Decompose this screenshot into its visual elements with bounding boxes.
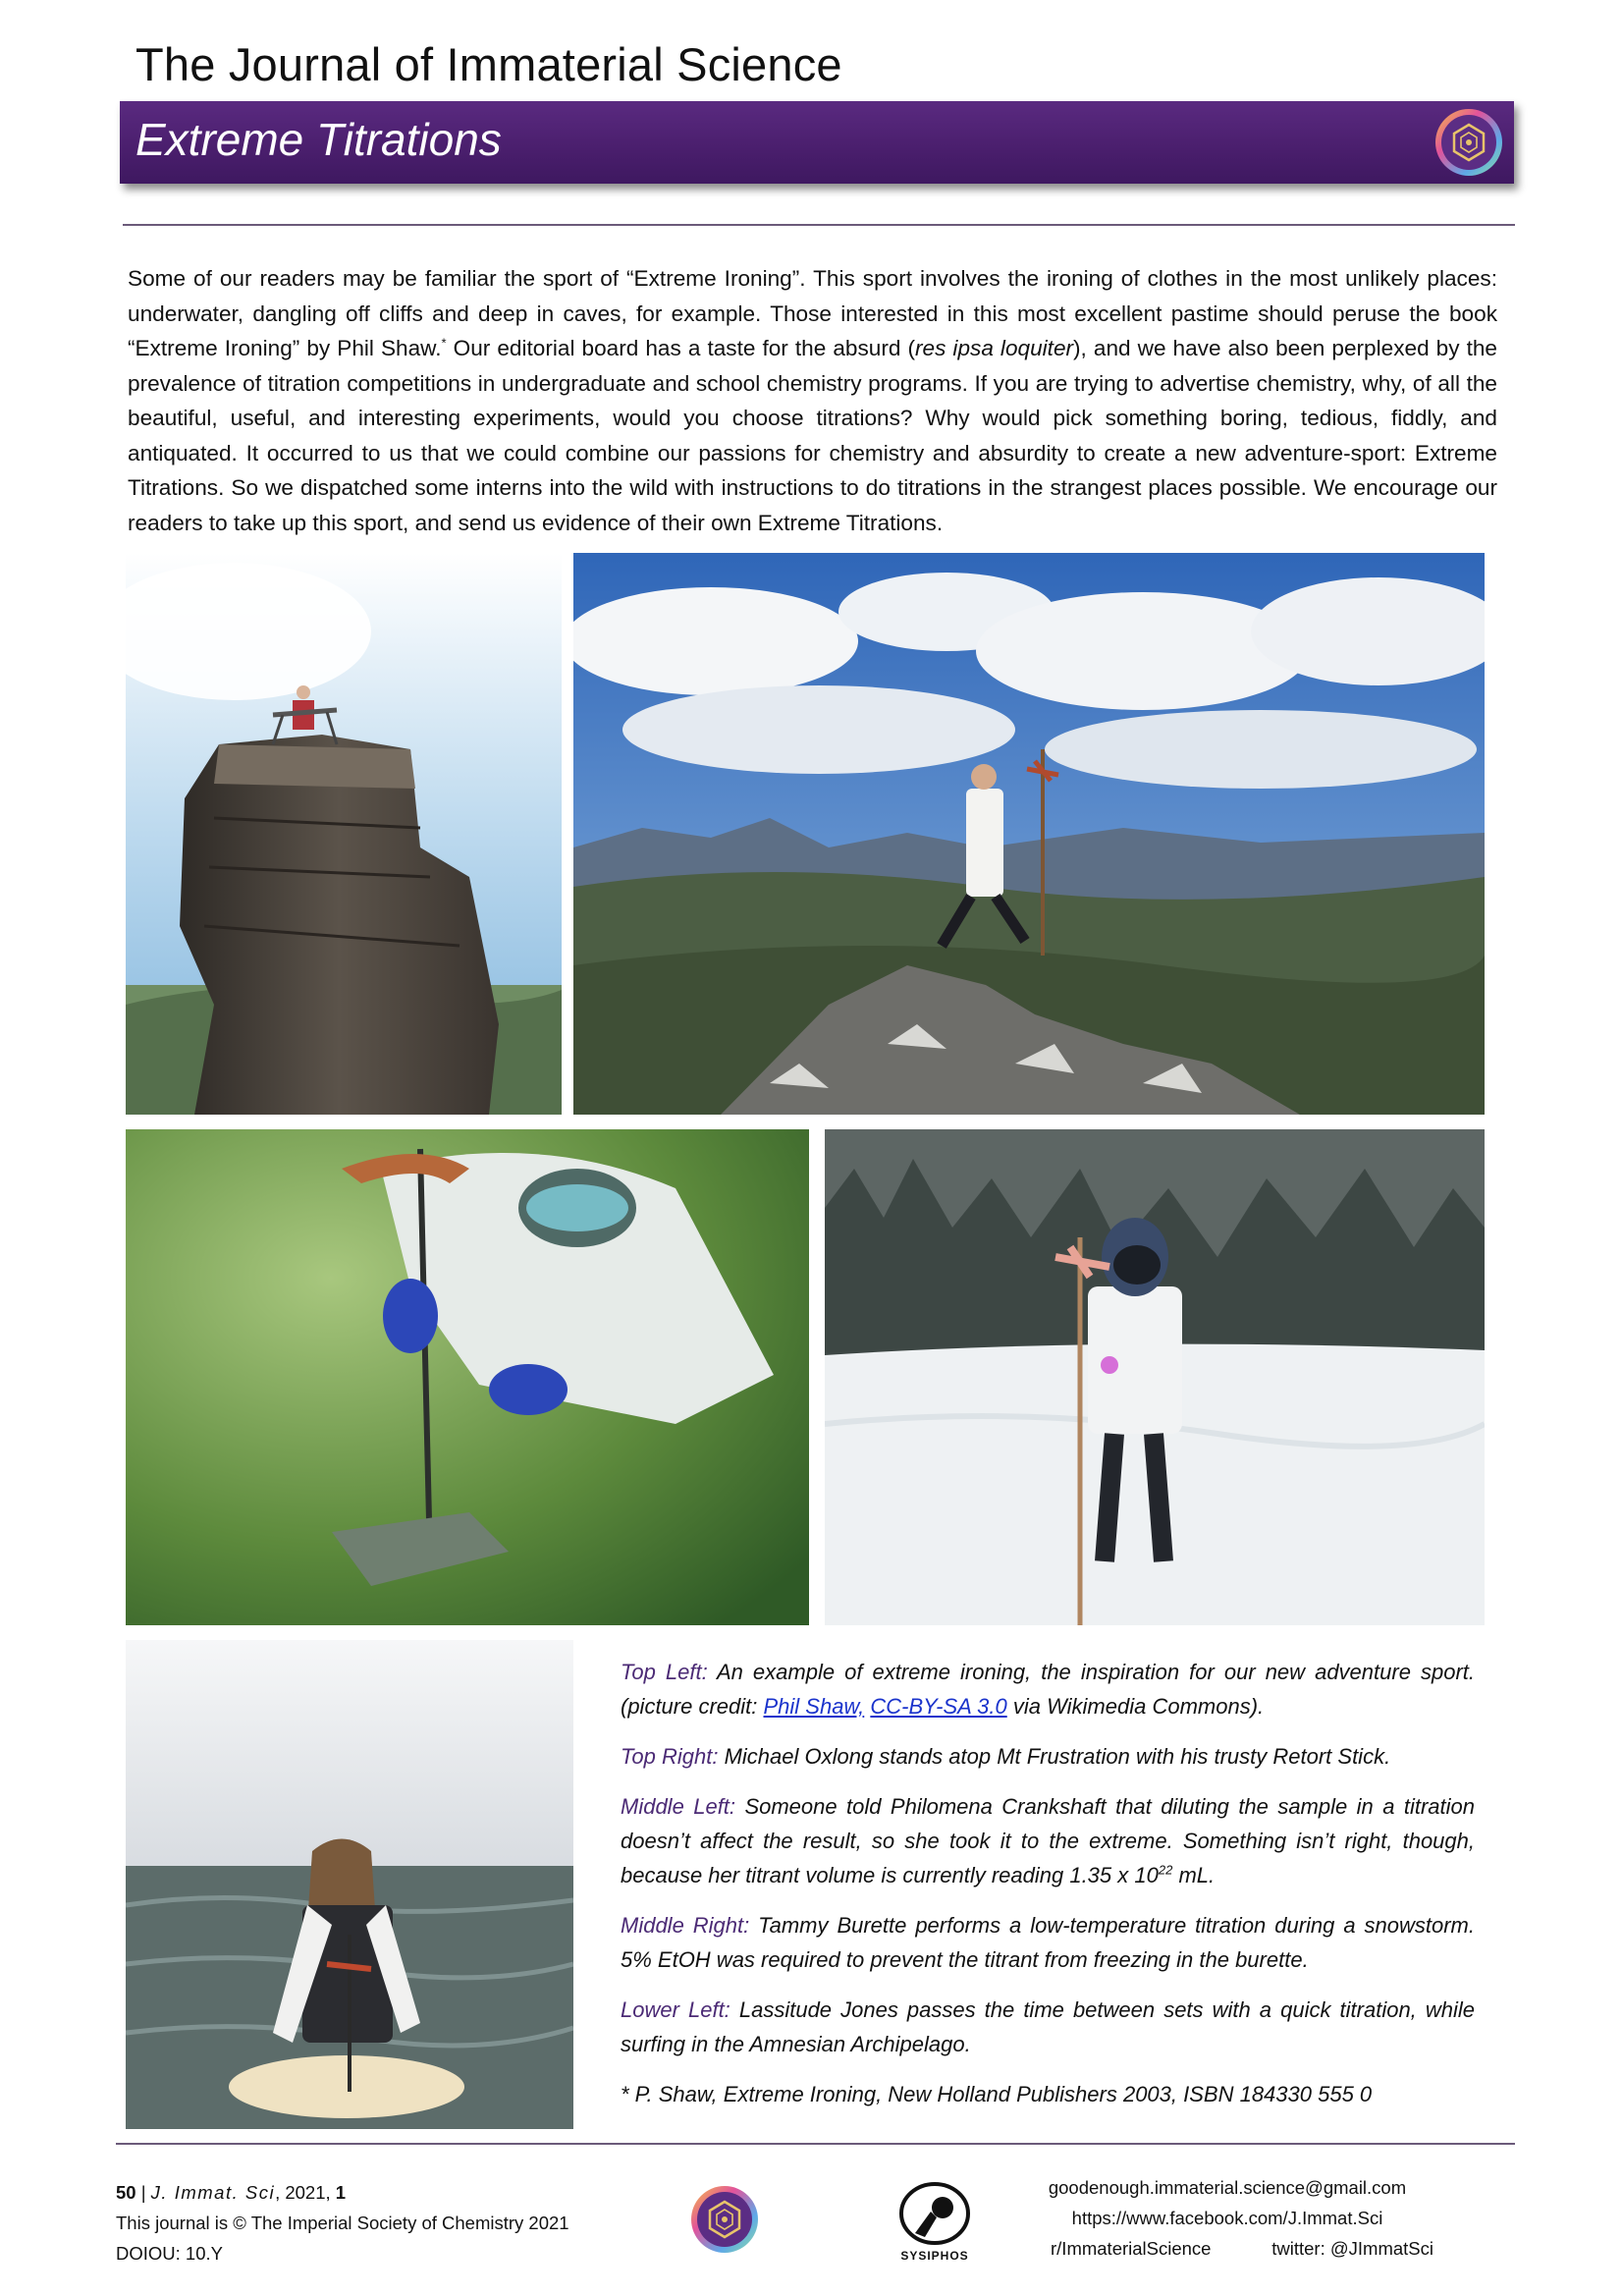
caption-lead: Middle Left:	[621, 1794, 736, 1819]
publisher-name: SYSIPHOS	[900, 2249, 969, 2263]
citation-line	[116, 2177, 569, 2208]
caption-middle-right	[621, 1908, 1475, 1977]
doi: DOIOU: 10.Y	[116, 2243, 223, 2264]
credit-link-license[interactable]: CC-BY-SA 3.0	[870, 1694, 1007, 1719]
intro-paragraph	[128, 261, 1497, 540]
credit-link-author[interactable]: Phil Shaw,	[763, 1694, 865, 1719]
footer-contacts	[992, 2172, 1463, 2264]
caption-text: Someone told Philomena Crankshaft that diluting the sample in a titration doesn’t affect the result, so she took it to the extreme. Something isn’t right, though, because her titrant volume is currently reading 1.35 x 10	[621, 1794, 1475, 1887]
photo-middle-right	[825, 1129, 1485, 1625]
header-rule	[123, 224, 1515, 226]
contact-twitter[interactable]: twitter: @JImmatSci	[1271, 2238, 1433, 2259]
caption-lower-left	[621, 1993, 1475, 2061]
contact-facebook[interactable]: https://www.facebook.com/J.Immat.Sci	[1071, 2208, 1383, 2228]
latin-phrase: res ipsa loquiter	[915, 336, 1074, 360]
contact-reddit[interactable]: r/ImmaterialScience	[1051, 2238, 1212, 2259]
page-number: 50	[116, 2182, 136, 2203]
footnote-marker: *	[441, 335, 447, 351]
citation-separator: |	[135, 2182, 151, 2203]
photo-middle-left	[126, 1129, 809, 1625]
photo-lower-left	[126, 1640, 573, 2129]
journal-logo-icon	[1432, 105, 1506, 180]
caption-lead: Middle Right:	[621, 1913, 750, 1938]
caption-text: An example of extreme ironing, the inspiration for our new adventure sport. (picture credit:	[621, 1660, 1476, 1719]
intro-text-3: ), and we have also been perplexed by the prevalence of titration competitions in undergraduate and school chemistry programs. If you are trying to advertise chemistry, why, of all the beautiful, useful, and interesting experiments, would you choose titrations? Why would pick something boring, tedious, fiddly, and antiquated. It occurred to us that we could combine our passions for chemistry and absurdity to create a new adventure-sport: Extreme Titrations. So we dispatched some interns into the wild with instructions to do titrations in the strangest places possible. We encourage our readers to take up this sport, and send us evidence of their own Extreme Titrations.	[128, 336, 1497, 535]
caption-top-left	[621, 1655, 1475, 1723]
caption-exponent: 22	[1158, 1862, 1173, 1878]
article-banner	[120, 101, 1514, 184]
journal-logo-footer-icon	[687, 2182, 762, 2257]
caption-text: Michael Oxlong stands atop Mt Frustration with his trusty Retort Stick.	[718, 1744, 1391, 1769]
publisher-logo	[886, 2182, 984, 2265]
caption-lead: Lower Left:	[621, 1997, 730, 2022]
footnote: * P. Shaw, Extreme Ironing, New Holland Publishers 2003, ISBN 184330 555 0	[621, 2082, 1373, 2106]
figure-captions	[621, 1655, 1475, 2127]
caption-text-tail: via Wikimedia Commons).	[1006, 1694, 1265, 1719]
intro-text-1: Some of our readers may be familiar the sport of “Extreme Ironing”. This sport involves the ironing of clothes in the most unlikely places: underwater, dangling off cliffs and deep in caves, for example. Those interested in this most excellent pastime should peruse the book “Extreme Ironing” by Phil Shaw.	[128, 266, 1497, 360]
caption-unit: mL.	[1172, 1863, 1216, 1887]
volume-number: 1	[335, 2182, 347, 2203]
contact-email[interactable]: goodenough.immaterial.science@gmail.com	[1048, 2177, 1407, 2198]
contact-social-row	[992, 2233, 1463, 2264]
caption-middle-left	[621, 1789, 1475, 1892]
journal-abbrev: J. Immat. Sci	[150, 2182, 276, 2203]
photo-top-right	[573, 553, 1485, 1115]
journal-title: The Journal of Immaterial Science	[135, 38, 842, 90]
caption-text: Tammy Burette performs a low-temperature titration during a snowstorm. 5% EtOH was required to prevent the titrant from freezing in the burette.	[621, 1913, 1475, 1972]
caption-lead: Top Right:	[621, 1744, 719, 1769]
caption-top-right	[621, 1739, 1475, 1774]
footer-rule	[116, 2143, 1515, 2145]
copyright: This journal is © The Imperial Society of Chemistry 2021	[116, 2213, 569, 2233]
citation-year: , 2021,	[275, 2182, 336, 2203]
photo-top-left	[126, 553, 562, 1115]
article-title: Extreme Titrations	[135, 114, 502, 165]
caption-lead: Top Left:	[621, 1660, 708, 1684]
intro-text-2: Our editorial board has a taste for the absurd (	[446, 336, 915, 360]
caption-text: Lassitude Jones passes the time between sets with a quick titration, while surfing in the Amnesian Archipelago.	[621, 1997, 1475, 2056]
footer-citation	[116, 2177, 569, 2269]
